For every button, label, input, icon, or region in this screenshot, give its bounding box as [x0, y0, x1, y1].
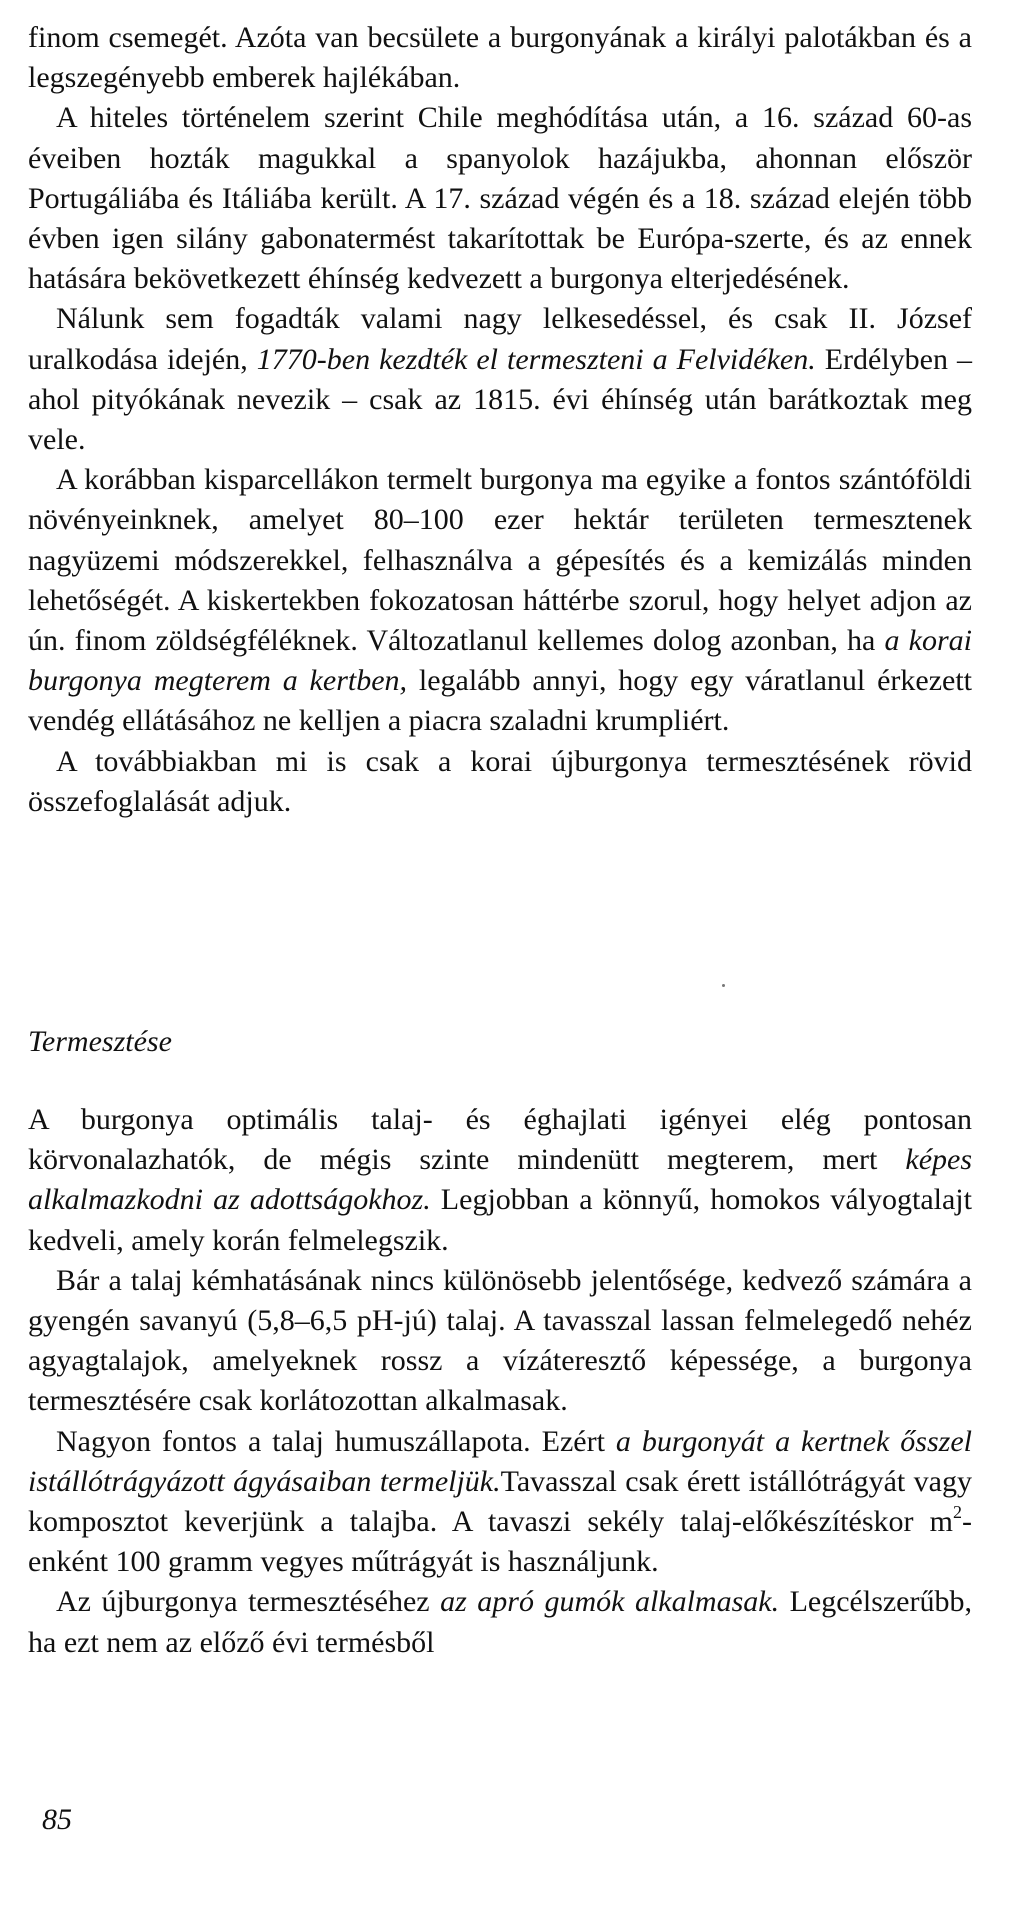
paragraph-8-emphasis: a burgonyát a kertnek ősszel istállótrágyázott ágyásaiban termeljük.	[28, 1424, 972, 1498]
body-text-section-1	[28, 18, 972, 822]
paragraph-4	[28, 460, 972, 741]
paragraph-3-emphasis: 1770-ben kezdték el termeszteni a Felvidéken.	[256, 342, 816, 376]
paragraph-6-text-end: Legjobban a könnyű, homokos vályogtalajt kedveli, amely korán felmelegszik.	[28, 1183, 972, 1257]
paragraph-9-text: Az újburgonya termesztéséhez	[56, 1585, 441, 1619]
paragraph-1: finom csemegét. Azóta van becsülete a burgonyának a királyi palotákban és a legszegényebb emberek hajlékában.	[28, 21, 972, 95]
section-heading: Termesztése	[28, 1025, 172, 1058]
paragraph-3-text-end: Erdélyben – ahol pityókának nevezik – csak az 1815. évi éhínség után barátkoztak meg vele.	[28, 342, 973, 457]
speck	[722, 984, 725, 987]
paragraph-9	[28, 1582, 972, 1662]
paragraph-8-text: Nagyon fontos a talaj humuszállapota. Ezért	[56, 1424, 616, 1458]
paragraph-6	[28, 1100, 972, 1261]
body-text-section-2	[28, 1100, 972, 1663]
paragraph-6-emphasis: képes alkalmazkodni az adottságokhoz.	[28, 1143, 972, 1217]
paragraph-8	[28, 1422, 972, 1583]
paragraph-9-text-end: Legcélszerűbb, ha ezt nem az előző évi termésből	[28, 1585, 972, 1659]
paragraph-7: Bár a talaj kémhatásának nincs különösebb jelentősége, kedvező számára a gyengén savanyú (5,8–6,5 pH-jú) talaj. A tavasszal lassan felmelegedő nehéz agyagtalajok, amelyeknek rossz a vízáteresztő képessége, a burgonya termesztésére csak korlátozottan alkalmasak.	[28, 1263, 972, 1418]
paragraph-4-text-end: legalább annyi, hogy egy váratlanul érkezett vendég ellátásához ne kelljen a piacra szaladni krumpliért.	[28, 664, 972, 738]
paragraph-3	[28, 299, 972, 460]
paragraph-2: A hiteles történelem szerint Chile meghódítása után, a 16. század 60-as éveiben hozták magukkal a spanyolok hazájukba, ahonnan először Portugáliába és Itáliába került. A 17. század végén és a 18. század elején több évben igen silány gabonatermést takarítottak be Európa-szerte, és az ennek hatására bekövetkezett éhínség kedvezett a burgonya elterjedésének.	[28, 101, 972, 296]
paragraph-8-text-end: -enként 100 gramm vegyes műtrágyát is használjunk.	[28, 1505, 972, 1579]
paragraph-4-emphasis: a korai burgonya megterem a kertben,	[28, 624, 973, 698]
superscript: 2	[953, 1502, 962, 1523]
page-number: 85	[42, 1803, 72, 1836]
paragraph-5: A továbbiakban mi is csak a korai újburgonya termesztésének rövid összefoglalását adjuk.	[28, 744, 972, 818]
paragraph-9-emphasis: az apró gumók alkalmasak.	[440, 1585, 780, 1619]
paragraph-6-text: A burgonya optimális talaj- és éghajlati igényei elég pontosan körvonalazhatók, de mégis szinte mindenütt megterem, mert	[28, 1103, 972, 1177]
paragraph-8-text-mid: Tavasszal csak érett istállótrágyát vagy komposztot keverjünk a talajba. A tavaszi sekély talaj-előkészítéskor m	[28, 1464, 972, 1539]
paragraph-3-text: Nálunk sem fogadták valami nagy lelkesedéssel, és csak II. József uralkodása idején,	[28, 302, 972, 376]
paragraph-4-text: A korábban kisparcellákon termelt burgonya ma egyike a fontos szántóföldi növényeinknek, amelyet 80–100 ezer hektár területen termesztenek nagyüzemi módszerekkel, felhasználva a gépesítés és a kemizálás minden lehetőségét. A kiskertekben fokozatosan háttérbe szorul, hogy helyet adjon az ún. finom zöldségféléknek. Változatlanul kellemes dolog azonban, ha	[28, 463, 972, 658]
